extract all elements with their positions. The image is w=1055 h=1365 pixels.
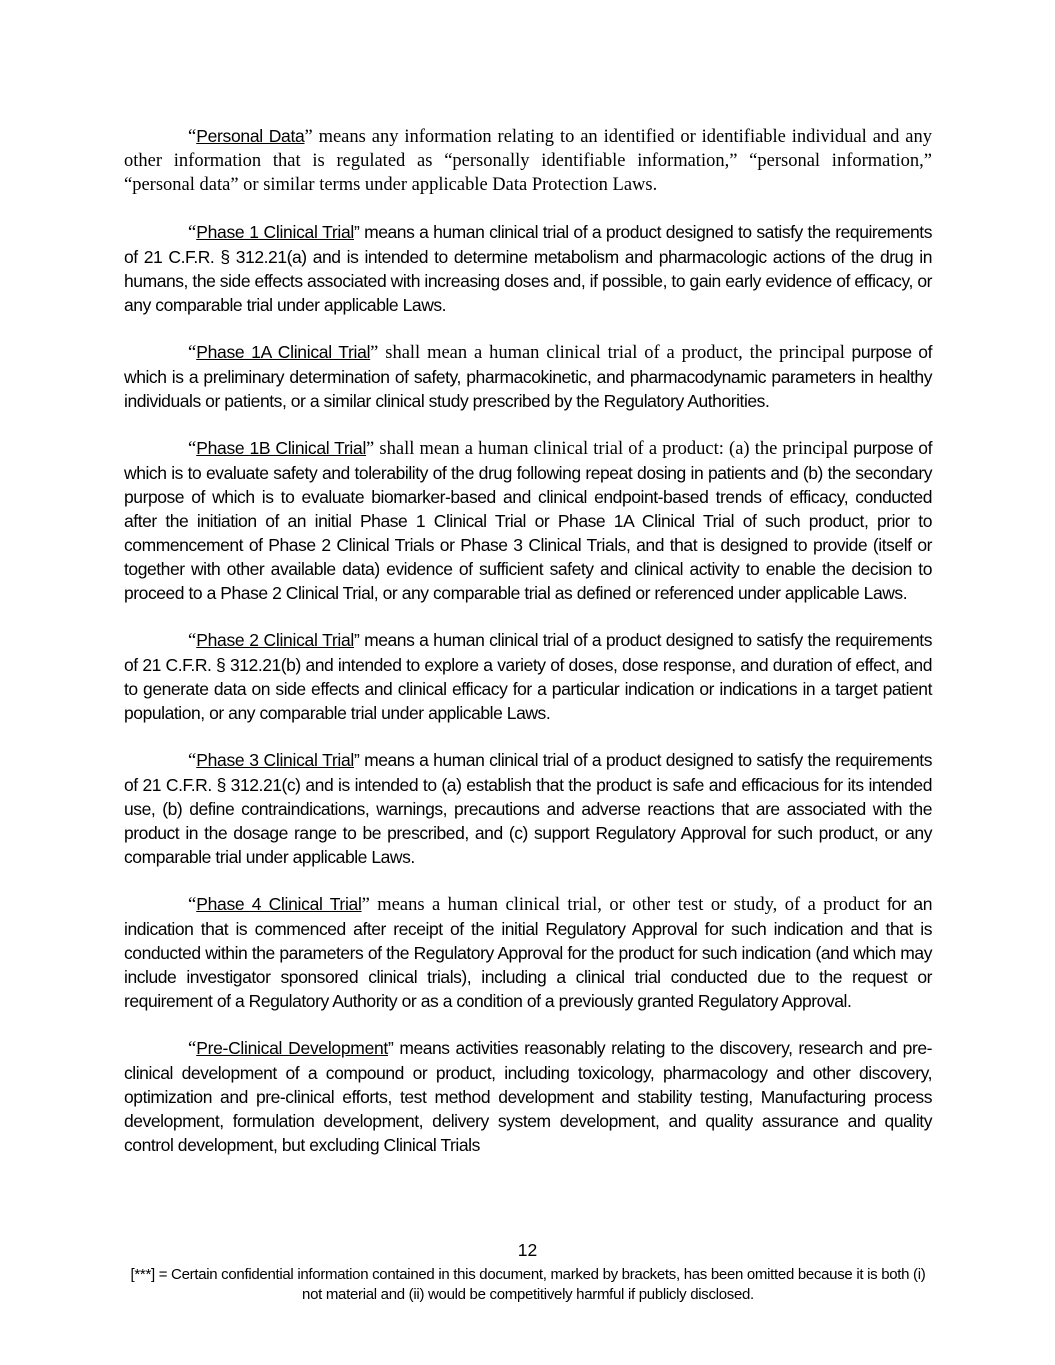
definition-text-serif: ” shall mean a human clinical trial of a product, the principal [370, 343, 845, 363]
definition-phase-1b-clinical-trial [124, 436, 932, 605]
definition-personal-data [124, 124, 932, 197]
definition-phase-3-clinical-trial [124, 748, 932, 869]
definition-text: purpose of which is a preliminary determination of safety, pharmacokinetic, and pharmacodynamic parameters in healthy individuals or patients, or a similar clinical study prescribed by the Regulatory Authorities. [124, 342, 932, 411]
definition-text: ” means a human clinical trial of a product designed to satisfy the requirements of 21 C.F.R. § 312.21(c) and is intended to (a) establish that the product is safe and efficacious for its intended use, (b) define contraindications, warnings, precautions and adverse reactions that are associated with the product in the dosage range to be prescribed, and (c) support Regulatory Approval for such product, or any comparable trial under applicable Laws. [124, 750, 932, 867]
defined-term: Phase 1B Clinical Trial [196, 438, 367, 458]
open-quote: “ [188, 631, 197, 651]
defined-term: Phase 1 Clinical Trial [196, 222, 354, 242]
definition-text: for an indication that is commenced after receipt of the initial Regulatory Approval for such indication and that is conducted within the parameters of the Regulatory Approval for the product for such indication (and which may include investigator sponsored clinical trials), including a clinical trial conducted due to the request or requirement of a Regulatory Authority or as a condition of a previously granted Regulatory Approval. [124, 894, 932, 1011]
open-quote: “ [188, 127, 197, 147]
open-quote: “ [188, 895, 197, 915]
definition-phase-1-clinical-trial [124, 220, 932, 317]
definition-phase-4-clinical-trial [124, 892, 932, 1013]
definition-text: ” means a human clinical trial of a product designed to satisfy the requirements of 21 C.F.R. § 312.21(a) and is intended to determine metabolism and pharmacologic actions of the drug in humans, the side effects associated with increasing doses and, if possible, to gain early evidence of efficacy, or any comparable trial under applicable Laws. [124, 222, 932, 315]
definition-phase-2-clinical-trial [124, 628, 932, 725]
open-quote: “ [188, 439, 197, 459]
defined-term: Phase 4 Clinical Trial [196, 894, 362, 914]
open-quote: “ [188, 1039, 197, 1059]
defined-term: Phase 3 Clinical Trial [196, 750, 354, 770]
definition-text: ” means a human clinical trial of a product designed to satisfy the requirements of 21 C.F.R. § 312.21(b) and intended to explore a variety of doses, dose response, and duration of effect, and to generate data on side effects and clinical efficacy for a particular indication or indications in a target patient population, or any comparable trial under applicable Laws. [124, 630, 932, 723]
defined-term: Phase 1A Clinical Trial [196, 342, 371, 362]
defined-term: Personal Data [196, 126, 305, 146]
definition-text: purpose of which is to evaluate safety and tolerability of the drug following repeat dosing in patients and (b) the secondary purpose of which is to evaluate biomarker-based and clinical endpoint-based trends of efficacy, conducted after the initiation of an initial Phase 1 Clinical Trial or Phase 1A Clinical Trial of such product, prior to commencement of Phase 2 Clinical Trials or Phase 3 Clinical Trials, and that is designed to provide (itself or together with other available data) evidence of sufficient safety and clinical activity to enable the decision to proceed to a Phase 2 Clinical Trial, or any comparable trial as defined or referenced under applicable Laws. [124, 438, 932, 603]
page-number: 12 [517, 1240, 538, 1260]
definition-pre-clinical-development [124, 1036, 932, 1157]
definition-text: ” means activities reasonably relating to the discovery, research and pre-clinical development of a compound or product, including toxicology, pharmacology and other discovery, optimization and pre-clinical efforts, test method development and stability testing, Manufacturing process development, formulation development, delivery system development, and quality assurance and quality control development, but excluding Clinical Trials [124, 1038, 932, 1155]
confidentiality-footnote: [***] = Certain confidential information contained in this document, marked by brackets, has been omitted because it is both (i) not material and (ii) would be competitively harmful if publicly disclosed. [130, 1266, 926, 1303]
definition-text-serif: ” shall mean a human clinical trial of a product: (a) the principal [366, 439, 849, 459]
document-body [124, 124, 932, 1180]
definition-text-serif: ” means a human clinical trial, or other test or study, of a product [361, 895, 880, 915]
definition-phase-1a-clinical-trial [124, 340, 932, 413]
open-quote: “ [188, 223, 197, 243]
defined-term: Phase 2 Clinical Trial [196, 630, 354, 650]
open-quote: “ [188, 343, 197, 363]
definition-text: ” means any information relating to an identified or identifiable individual and any other information that is regulated as “personally identifiable information,” “personal information,” “personal data” or similar terms under applicable Data Protection Laws. [124, 127, 932, 195]
open-quote: “ [188, 751, 197, 771]
defined-term: Pre-Clinical Development [196, 1038, 388, 1058]
